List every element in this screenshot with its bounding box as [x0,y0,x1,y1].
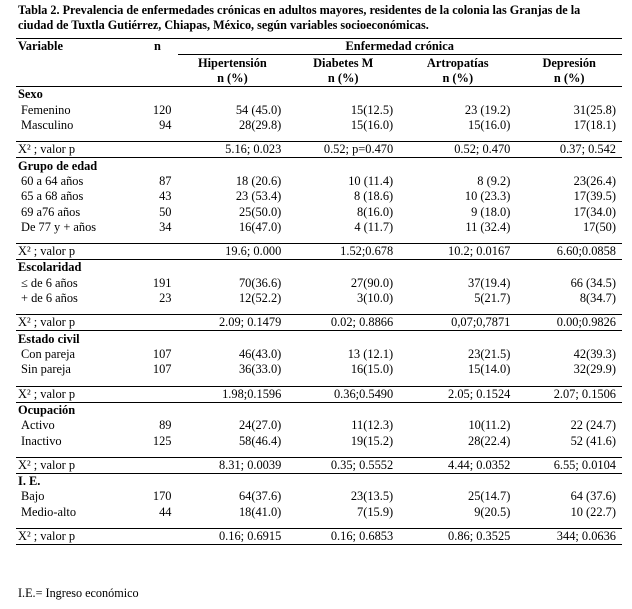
empty-cell [137,235,177,244]
row-n: 44 [159,504,172,519]
row-label: Activo [21,418,55,433]
row-value: 18(41.0) [238,504,282,519]
header-col-name: Hipertensión [197,55,267,70]
empty-cell [399,331,516,347]
empty-cell [399,158,516,174]
row-n: 50 [159,204,172,219]
stat-value: 8.31; 0.0039 [178,457,288,473]
stat-label: X² ; valor p [16,457,137,473]
empty-cell [516,87,622,103]
empty-cell [16,306,137,315]
stat-value: 0.37; 0.542 [516,142,622,158]
empty-cell [287,260,399,276]
empty-cell [399,449,516,458]
row-value: 8(16.0) [357,204,394,219]
row-n: 125 [152,433,172,448]
header-col-name: Depresión [542,55,596,70]
header-col-name: Artropatías [426,55,489,70]
row-n: 107 [152,362,172,377]
empty-cell [287,133,399,142]
empty-cell [287,87,399,103]
empty-cell [178,378,288,387]
row-value: 28(22.4) [468,433,511,448]
row-value: 11(12.3) [351,418,394,433]
header-variable: Variable [18,39,63,54]
row-value: 52 (41.6) [570,433,616,448]
row-n: 89 [159,418,172,433]
empty-cell [178,402,288,418]
empty-cell [137,378,177,387]
row-label: Con pareja [21,347,76,362]
empty-cell [137,158,177,174]
empty-cell [399,402,516,418]
row-value: 15(14.0) [468,362,511,377]
empty-cell [516,158,622,174]
stat-label: X² ; valor p [16,244,137,260]
row-value: 36(33.0) [238,362,282,377]
row-value: 18 (20.6) [235,173,282,188]
row-value: 31(25.8) [573,102,616,117]
row-value: 27(90.0) [350,275,394,290]
row-value: 17(50) [582,220,616,235]
row-value: 10(11.2) [468,418,511,433]
row-label: 65 a 68 años [21,189,84,204]
row-value: 8 (18.6) [353,189,394,204]
header-col-unit: n (%) [217,70,248,85]
stat-value: 0.16; 0.6915 [178,528,288,544]
empty-cell [516,449,622,458]
spacer-row [16,133,622,142]
empty-cell [516,402,622,418]
row-n: 23 [159,291,172,306]
section-title: Grupo de edad [18,158,98,173]
stat-label: X² ; valor p [16,528,137,544]
row-n: 120 [152,102,172,117]
empty-cell [178,520,288,529]
stat-value: 1.98;0.1596 [178,386,288,402]
table-row [16,418,622,433]
stat-row [16,142,622,158]
empty-cell [137,402,177,418]
spacer-row [16,235,622,244]
row-value: 54 (45.0) [235,102,282,117]
row-value: 5(21.7) [474,291,511,306]
empty-cell [137,449,177,458]
table-row [16,489,622,504]
row-label: 69 a76 años [21,204,81,219]
header-group: Enfermedad crónica [178,39,623,55]
row-value: 58(46.4) [238,433,282,448]
row-value: 23 (19.2) [464,102,511,117]
empty-cell [16,520,137,529]
empty-cell [399,306,516,315]
stat-row [16,528,622,544]
empty-cell [287,306,399,315]
row-n: 87 [159,173,172,188]
table-row [16,189,622,204]
header-col-unit: n (%) [442,70,474,85]
stat-value: 2.07; 0.1506 [516,386,622,402]
row-label: Medio-alto [21,504,77,519]
row-n: 107 [152,347,172,362]
row-value: 10 (23.3) [464,189,511,204]
table-row [16,291,622,306]
stat-row [16,457,622,473]
row-label: ≤ de 6 años [21,275,78,290]
row-value: 22 (24.7) [570,418,616,433]
empty-cell [137,244,177,260]
section-title-row [16,402,622,418]
stat-value: 344; 0.0636 [516,528,622,544]
empty-cell [178,87,288,103]
row-value: 3(10.0) [357,291,394,306]
stat-value: 1.52;0.678 [287,244,399,260]
empty-cell [178,158,288,174]
stat-value: 6.55; 0.0104 [516,457,622,473]
row-n: 191 [152,275,172,290]
row-n: 94 [159,118,172,133]
empty-cell [516,133,622,142]
stat-row [16,315,622,331]
section-title-row [16,473,622,489]
spacer-row [16,378,622,387]
row-value: 17(18.1) [573,118,616,133]
empty-cell [137,142,177,158]
stat-row [16,386,622,402]
stat-value: 0.16; 0.6853 [287,528,399,544]
empty-cell [137,457,177,473]
table-row [16,505,622,520]
empty-cell [137,133,177,142]
empty-cell [16,378,137,387]
row-value: 12(52.2) [238,291,282,306]
row-label: Femenino [21,102,71,117]
section-title: Ocupación [18,402,76,417]
section-title-row [16,260,622,276]
row-value: 46(43.0) [238,347,282,362]
row-value: 25(14.7) [468,489,511,504]
empty-cell [16,235,137,244]
empty-cell [516,331,622,347]
row-value: 70(36.6) [238,275,282,290]
row-label: Inactivo [21,433,62,448]
empty-cell [287,449,399,458]
spacer-row [16,306,622,315]
stat-value: 2.09; 0.1479 [178,315,288,331]
empty-cell [399,235,516,244]
row-value: 23 (53.4) [235,189,282,204]
empty-cell [516,235,622,244]
stat-value: 5.16; 0.023 [178,142,288,158]
empty-cell [137,260,177,276]
row-value: 23(21.5) [468,347,511,362]
empty-cell [516,520,622,529]
row-value: 25(50.0) [238,204,282,219]
spacer-row [16,520,622,529]
stat-row [16,244,622,260]
row-label: + de 6 años [21,291,78,306]
section-title-row [16,331,622,347]
empty-cell [287,331,399,347]
empty-cell [287,158,399,174]
row-value: 4 (11.7) [354,220,394,235]
empty-cell [399,520,516,529]
empty-cell [399,378,516,387]
section-title: I. E. [18,474,41,488]
stat-value: 0.35; 0.5552 [287,457,399,473]
empty-cell [137,386,177,402]
stat-value: 6.60;0.0858 [516,244,622,260]
table-row [16,276,622,291]
empty-cell [516,473,622,489]
row-value: 23(13.5) [350,489,394,504]
empty-cell [137,315,177,331]
empty-cell [399,133,516,142]
row-value: 23(26.4) [573,173,616,188]
header-col-unit: n (%) [553,70,585,85]
section-title-row [16,87,622,103]
stat-value: 10.2; 0.0167 [399,244,516,260]
empty-cell [137,306,177,315]
stat-value: 19.6; 0.000 [178,244,288,260]
table-row [16,103,622,118]
row-label: De 77 y + años [21,220,97,235]
spacer-row [16,449,622,458]
empty-cell [16,133,137,142]
empty-cell [399,87,516,103]
row-value: 15(16.0) [350,118,394,133]
empty-cell [16,449,137,458]
empty-cell [137,528,177,544]
row-value: 9 (18.0) [471,204,511,219]
section-title: Escolaridad [18,260,82,275]
row-value: 66 (34.5) [570,275,616,290]
table-row [16,362,622,377]
stat-label: X² ; valor p [16,386,137,402]
header-col-name: Diabetes M [313,55,374,70]
row-value: 16(15.0) [350,362,394,377]
empty-cell [137,520,177,529]
row-value: 10 (11.4) [348,173,394,188]
row-value: 8(34.7) [579,291,616,306]
empty-cell [516,260,622,276]
row-value: 10 (22.7) [570,504,616,519]
table-row [16,174,622,189]
section-title: Estado civil [18,331,80,346]
row-value: 9(20.5) [474,504,511,519]
row-value: 64 (37.6) [570,489,616,504]
stat-value: 0.02; 0.8866 [287,315,399,331]
row-value: 17(34.0) [573,204,616,219]
empty-cell [287,520,399,529]
stat-value: 0,07;0,7871 [399,315,516,331]
empty-cell [287,378,399,387]
table-row [16,433,622,448]
empty-cell [287,235,399,244]
stat-value: 0.52; p=0.470 [287,142,399,158]
empty-cell [178,449,288,458]
empty-cell [178,306,288,315]
row-label: Sin pareja [21,362,71,377]
stat-value: 2.05; 0.1524 [399,386,516,402]
row-label: Bajo [21,489,45,504]
header-n: n [153,39,161,54]
stat-value: 0.00;0.9826 [516,315,622,331]
row-value: 7(15.9) [357,504,394,519]
empty-cell [287,473,399,489]
stat-value: 0.52; 0.470 [399,142,516,158]
stat-value: 4.44; 0.0352 [399,457,516,473]
row-value: 42(39.3) [573,347,616,362]
row-value: 13 (12.1) [347,347,394,362]
empty-cell [178,260,288,276]
row-value: 15(12.5) [350,102,394,117]
section-title-row [16,158,622,174]
stat-label: X² ; valor p [16,315,137,331]
empty-cell [178,331,288,347]
row-n: 170 [152,489,172,504]
stat-value: 0.86; 0.3525 [399,528,516,544]
footnote: I.E.= Ingreso económico [18,586,139,600]
row-value: 17(39.5) [573,189,616,204]
empty-cell [399,260,516,276]
empty-cell [516,378,622,387]
row-n: 43 [159,189,172,204]
row-value: 15(16.0) [468,118,511,133]
section-title: Sexo [18,87,43,102]
row-value: 24(27.0) [238,418,282,433]
empty-cell [399,473,516,489]
row-value: 32(29.9) [573,362,616,377]
stat-value: 0.36;0.5490 [287,386,399,402]
row-value: 19(15.2) [350,433,394,448]
table-caption: Tabla 2. Prevalencia de enfermedades crónicas en adultos mayores, residentes de la colonia las Granjas de la ciudad de Tuxtla Gutiérrez, Chiapas, México, según variables socioeconómicas. [18,3,581,32]
stat-label: X² ; valor p [16,142,137,158]
empty-cell [137,87,177,103]
empty-cell [178,235,288,244]
table-row [16,220,622,235]
table-row [16,347,622,362]
empty-cell [287,402,399,418]
row-label: Masculino [21,118,74,133]
row-value: 37(19.4) [468,275,511,290]
table-row [16,118,622,133]
empty-cell [516,306,622,315]
empty-cell [178,133,288,142]
table-row [16,205,622,220]
data-table [16,38,622,545]
row-n: 34 [159,220,172,235]
row-value: 64(37.6) [238,489,282,504]
empty-cell [137,473,177,489]
row-label: 60 a 64 años [21,173,84,188]
row-value: 28(29.8) [238,118,282,133]
row-value: 8 (9.2) [477,173,511,188]
empty-cell [137,331,177,347]
row-value: 11 (32.4) [465,220,511,235]
empty-cell [178,473,288,489]
header-col-unit: n (%) [327,70,359,85]
row-value: 16(47.0) [238,220,282,235]
